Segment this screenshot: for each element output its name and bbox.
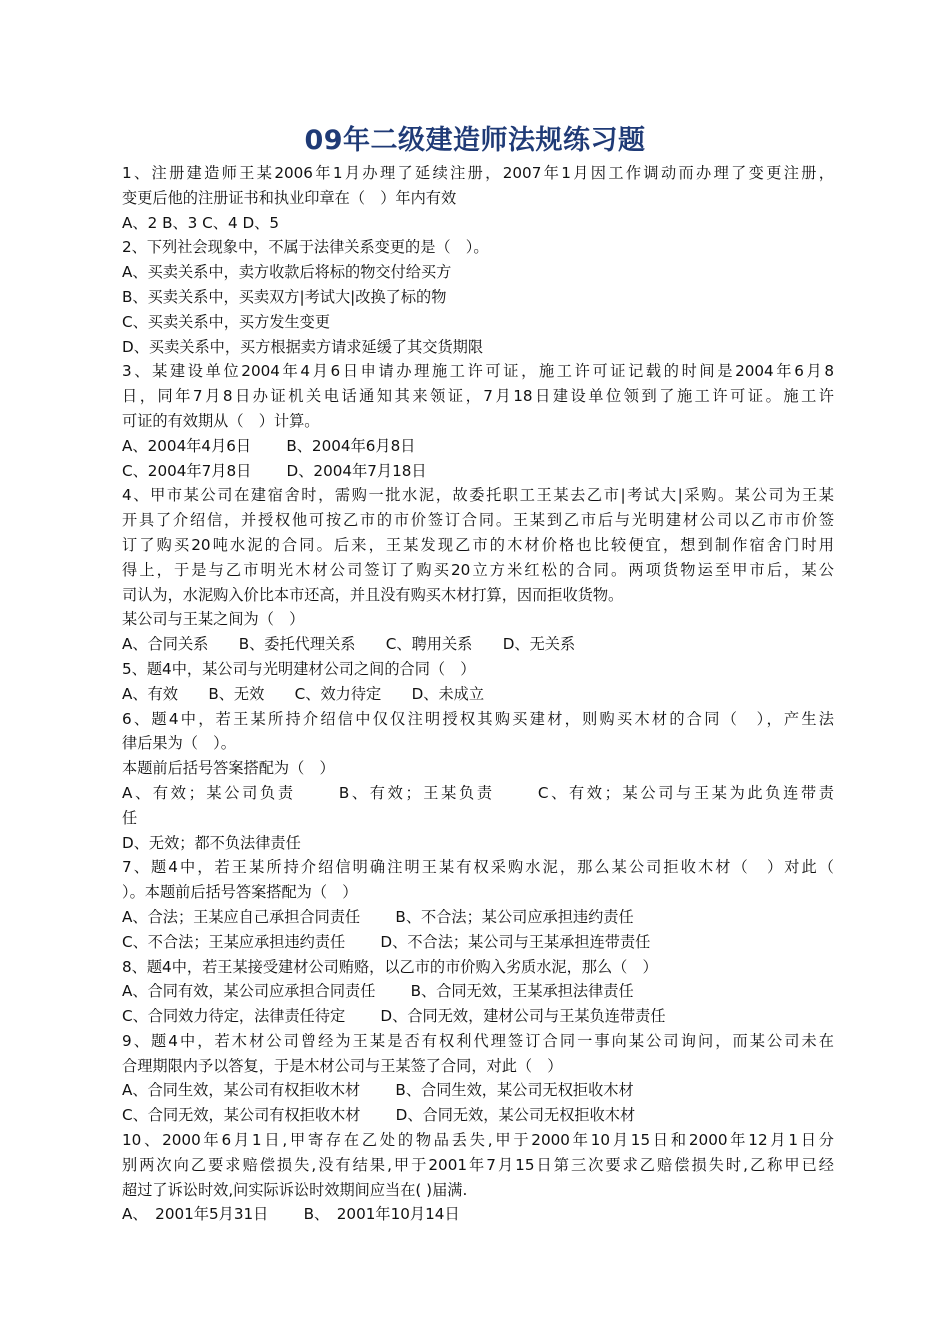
text-line: 订了购买20吨水泥的合同。后来，王某发现乙市的木材价格也比较便宜，想到制作宿舍门时用 [122, 535, 834, 554]
text-line: 1、注册建造师王某2006年1月办理了延续注册，2007年1月因工作调动而办理了变更注册， [122, 164, 834, 182]
text-line: A、2004年4月6日 B、2004年6月8日 [122, 436, 416, 455]
text-line: 3、某建设单位2004年4月6日申请办理施工许可证，施工许可证记载的时间是2004年6月8 [122, 362, 834, 381]
text-line: 6、题4中，若王某所持介绍信中仅仅注明授权其购买建材，则购买木材的合同（ ），产生法 [122, 709, 834, 728]
text-line: 8、题4中，若王某接受建材公司贿赂，以乙市的市价购入劣质水泥，那么（ ） [122, 957, 658, 976]
text-line: 本题前后括号答案搭配为（ ） [122, 759, 335, 778]
text-line: 日，同年7月8日办证机关电话通知其来领证，7月18日建设单位领到了施工许可证。施工许 [122, 387, 834, 406]
text-line: 任 [122, 808, 138, 827]
text-line: A、 2001年5月31日 B、 2001年10月14日 [122, 1205, 460, 1224]
text-line: D、买卖关系中，买方根据卖方请求延缓了其交货期限 [122, 337, 484, 356]
text-line: A、有效；某公司负责 B、有效；王某负责 C、有效；某公司与王某为此负连带责 [122, 783, 834, 802]
text-line: 别两次向乙要求赔偿损失,没有结果,甲于2001年7月15日第三次要求乙赔偿损失时,乙称甲已经 [122, 1155, 834, 1174]
text-line: C、2004年7月8日 D、2004年7月18日 [122, 461, 427, 480]
text-line: 5、题4中，某公司与光明建材公司之间的合同（ ） [122, 659, 476, 678]
text-line: A、合法；王某应自己承担合同责任 B、不合法；某公司应承担违约责任 [122, 907, 634, 926]
text-line: A、合同关系 B、委托代理关系 C、聘用关系 D、无关系 [122, 635, 576, 654]
text-line: 10、2000年6月1日,甲寄存在乙处的物品丢失,甲于2000年10月15日和2000年12月1日分 [122, 1131, 834, 1150]
text-line: ）。本题前后括号答案搭配为（ ） [122, 883, 358, 902]
document-body [122, 161, 834, 1227]
text-line: 变更后他的注册证书和执业印章在（ ）年内有效 [122, 188, 457, 207]
text-line: A、合同生效，某公司有权拒收木材 B、合同生效，某公司无权拒收木材 [122, 1081, 634, 1100]
text-line: B、买卖关系中，买卖双方|考试大|改换了标的物 [122, 287, 447, 306]
text-line: 合理期限内予以答复，于是木材公司与王某签了合同，对此（ ） [122, 1056, 563, 1075]
text-line: 律后果为（ ）。 [122, 734, 236, 753]
text-line: C、买卖关系中，买方发生变更 [122, 312, 331, 331]
text-line: 某公司与王某之间为（ ） [122, 610, 305, 629]
text-line: 超过了诉讼时效,问实际诉讼时效期间应当在( )届满. [122, 1180, 468, 1199]
text-line: A、有效 B、无效 C、效力待定 D、未成立 [122, 684, 485, 703]
text-line: 7、题4中，若王某所持介绍信明确注明王某有权采购水泥，那么某公司拒收木材（ ）对此（ [122, 858, 834, 877]
text-line: A、合同有效，某公司应承担合同责任 B、合同无效，王某承担法律责任 [122, 982, 634, 1001]
text-line: 2、下列社会现象中，不属于法律关系变更的是（ ）。 [122, 238, 489, 257]
text-line: 开具了介绍信，并授权他可按乙市的市价签订合同。王某到乙市后与光明建材公司以乙市市价签 [122, 511, 834, 530]
text-line: C、不合法；王某应承担违约责任 D、不合法；某公司与王某承担连带责任 [122, 932, 651, 951]
document-title: 09年二级建造师法规练习题 [304, 125, 646, 156]
text-line: C、合同无效，某公司有权拒收木材 D、合同无效，某公司无权拒收木材 [122, 1106, 636, 1125]
text-line: 9、题4中，若木材公司曾经为王某是否有权利代理签订合同一事向某公司询问，而某公司未在 [122, 1031, 834, 1050]
text-line: D、无效；都不负法律责任 [122, 833, 301, 852]
text-line: C、合同效力待定，法律责任待定 D、合同无效，建材公司与王某负连带责任 [122, 1007, 666, 1026]
text-line: 4、甲市某公司在建宿舍时，需购一批水泥，故委托职工王某去乙市|考试大|采购。某公司为王某 [122, 486, 834, 505]
text-line: 司认为，水泥购入价比本市还高，并且没有购买木材打算，因而拒收货物。 [122, 585, 624, 604]
text-line: A、买卖关系中，卖方收款后将标的物交付给买方 [122, 263, 452, 282]
text-line: 可证的有效期从（ ）计算。 [122, 411, 320, 430]
text-line: A、2 B、3 C、4 D、5 [122, 213, 279, 232]
text-line: 得上，于是与乙市明光木材公司签订了购买20立方米红松的合同。两项货物运至甲市后，某公 [122, 560, 834, 579]
